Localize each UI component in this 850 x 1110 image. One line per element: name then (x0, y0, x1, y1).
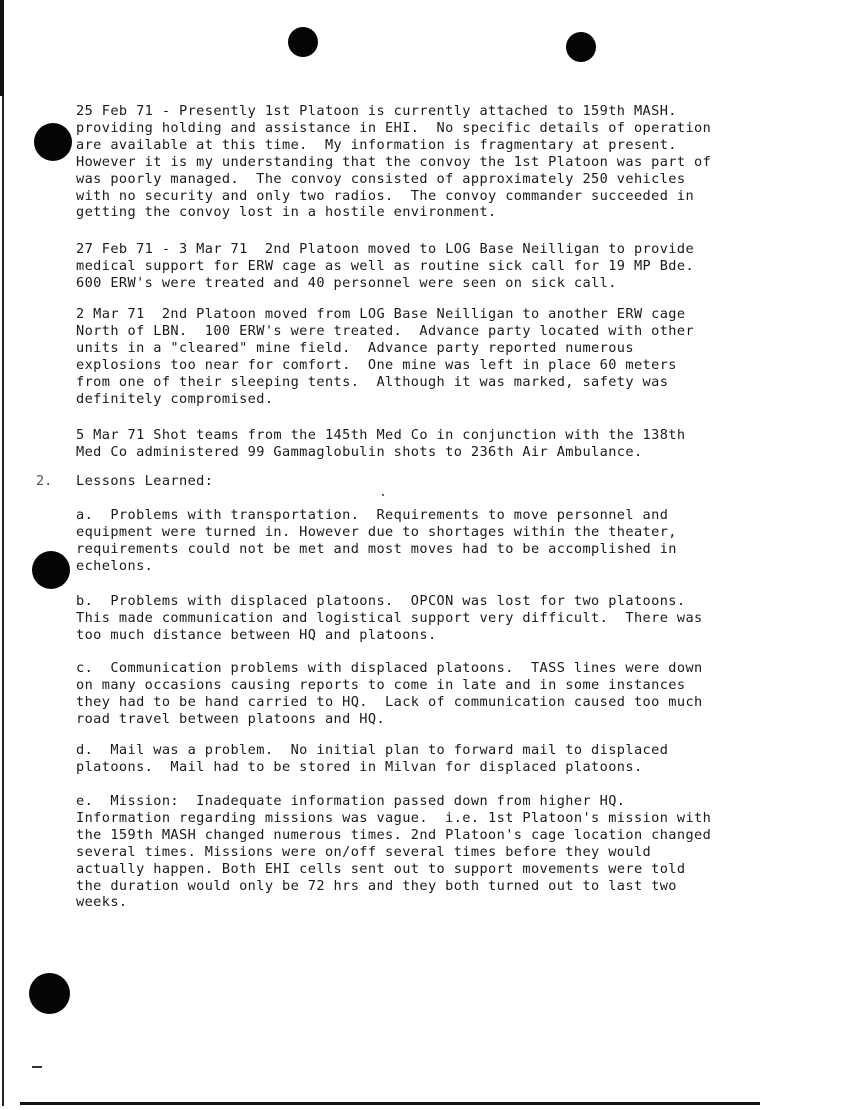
scan-bottom-line (20, 1102, 760, 1105)
section-number: 2. (36, 473, 53, 489)
entry-5-mar: 5 Mar 71 Shot teams from the 145th Med Co in conjunction with the 138th Med Co administered 99 Gammaglobulin shots to 236th Air Ambulance. (76, 427, 686, 460)
scan-edge-mark (0, 0, 4, 96)
lesson-c: c. Communication problems with displaced platoons. TASS lines were down on many occasions causing reports to come in late and in some instances they had to be hand carried to HQ. Lack of communication caused too much road travel between platoons and HQ. (76, 660, 703, 727)
scan-edge-line (2, 96, 4, 1106)
lesson-a: a. Problems with transportation. Requirements to move personnel and equipment were turned in. However due to shortages within the theater, requirements could not be met and most moves had to be accomplished in echelons. (76, 507, 677, 574)
scan-speck (382, 494, 384, 496)
lesson-e: e. Mission: Inadequate information passed down from higher HQ. Information regarding missions was vague. i.e. 1st Platoon's mission with the 159th MASH changed numerous times. 2nd Platoon's cage location changed several times. Missions were on/off several times before they would actually happen. Both EHI cells sent out to support movements were told the duration would only be 72 hrs and they both turned out to last two weeks. (76, 793, 712, 911)
punch-hole-top-right (566, 32, 596, 62)
entry-27-feb: 27 Feb 71 - 3 Mar 71 2nd Platoon moved to LOG Base Neilligan to provide medical support for ERW cage as well as routine sick call for 19 MP Bde. 600 ERW's were treated and 40 personnel were seen on sick call. (76, 241, 695, 291)
punch-hole-side-middle (32, 551, 70, 589)
lessons-heading: Lessons Learned: (76, 473, 214, 489)
entry-25-feb: 25 Feb 71 - Presently 1st Platoon is currently attached to 159th MASH. providing holding and assistance in EHI. No specific details of operation are available at this time. My information is fragmentary at present. However it is my understanding that the convoy the 1st Platoon was part of was poorly managed. The convoy consisted of approximately 250 vehicles with no security and only two radios. The convoy commander succeeded in getting the convoy lost in a hostile environment. (76, 103, 712, 221)
lesson-b: b. Problems with displaced platoons. OPCON was lost for two platoons. This made communication and logistical support very difficult. There was too much distance between HQ and platoons. (76, 593, 703, 643)
punch-hole-side-bottom (29, 973, 70, 1014)
punch-hole-top-left (288, 27, 318, 57)
scan-dash-mark (32, 1066, 42, 1068)
lesson-d: d. Mail was a problem. No initial plan to forward mail to displaced platoons. Mail had to be stored in Milvan for displaced platoons. (76, 742, 669, 775)
punch-hole-side-top (34, 123, 72, 161)
entry-2-mar: 2 Mar 71 2nd Platoon moved from LOG Base Neilligan to another ERW cage North of LBN. 100 ERW's were treated. Advance party located with other units in a "cleared" mine field. Advance party reported numerous explosions too near for comfort. One mine was left in place 60 meters from one of their sleeping tents. Although it was marked, safety was definitely compromised. (76, 306, 695, 407)
